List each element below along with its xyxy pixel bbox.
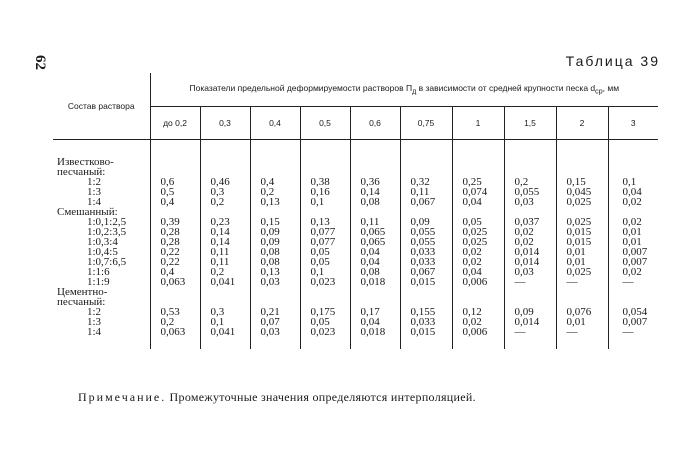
value-cell: 0,067 (400, 197, 452, 207)
value-cell: 0,007 (622, 246, 648, 258)
value-cell: 0,03 (504, 197, 556, 207)
value-cell: 0,01 (556, 247, 608, 257)
value-cell: 0,155 (400, 307, 452, 317)
header-size-0: до 0,2 (150, 107, 200, 140)
value-cell: 0,1 (300, 197, 350, 207)
value-cell: 0,02 (622, 216, 642, 228)
value-cell: 0,11 (350, 217, 400, 227)
value-cell: 0,077 (300, 227, 350, 237)
value-cell: 0,007 (622, 316, 648, 328)
value-cell: 0,38 (300, 177, 350, 187)
value-cell: 0,015 (400, 327, 452, 337)
value-cell: 0,033 (400, 247, 452, 257)
ratio-cell: 1:0,2:3,5 (53, 227, 150, 237)
header-main-end: , мм (602, 82, 620, 93)
header-size-4: 0,6 (350, 107, 400, 140)
value-cell: 0,02 (622, 196, 642, 208)
ratio-cell: 1:3 (53, 187, 150, 197)
value-cell: 0,01 (556, 317, 608, 327)
value-cell: 0,17 (350, 307, 400, 317)
group-name: Известково-песчаный: (53, 157, 150, 177)
value-cell: 0,08 (250, 247, 300, 257)
header-size-7: 1,5 (504, 107, 556, 140)
header-main-sub: д (412, 87, 417, 96)
value-cell: 0,3 (200, 187, 250, 197)
value-cell: 0,067 (400, 267, 452, 277)
value-cell: 0,014 (504, 247, 556, 257)
value-cell: 0,033 (400, 257, 452, 267)
table-row (53, 327, 658, 337)
value-cell: 0,04 (350, 247, 400, 257)
value-cell: 0,15 (556, 177, 608, 187)
value-cell: 0,14 (200, 227, 250, 237)
ratio-cell: 1:2 (53, 307, 150, 317)
value-cell: 0,21 (250, 307, 300, 317)
value-cell: 0,14 (200, 237, 250, 247)
value-cell: 0,09 (250, 237, 300, 247)
value-cell: 0,05 (300, 257, 350, 267)
value-cell: 0,1 (200, 317, 250, 327)
value-cell: 0,065 (350, 227, 400, 237)
page-number: 62 (32, 55, 48, 70)
ratio-cell: 1:2 (53, 177, 150, 187)
value-cell: 0,07 (250, 317, 300, 327)
value-cell: 0,175 (300, 307, 350, 317)
value-cell: 0,055 (504, 187, 556, 197)
value-cell: 0,055 (400, 227, 452, 237)
value-cell: 0,08 (350, 197, 400, 207)
spacer-row (53, 140, 658, 158)
value-cell: 0,03 (250, 277, 300, 287)
value-cell: 0,4 (250, 177, 300, 187)
value-cell: 0,25 (452, 177, 504, 187)
value-cell: 0,08 (350, 267, 400, 277)
ratio-cell: 1:4 (53, 327, 150, 337)
header-main-text: Показатели предельной деформируемости растворов П (189, 82, 413, 93)
group-row (53, 287, 658, 307)
value-cell: 0,02 (452, 247, 504, 257)
value-cell: 0,01 (622, 226, 642, 238)
value-cell: 0,32 (400, 177, 452, 187)
header-main-tail: в зависимости от средней крупности песка d (416, 82, 596, 93)
value-cell: 0,014 (504, 317, 556, 327)
value-cell: 0,2 (150, 317, 200, 327)
header-size-1: 0,3 (200, 107, 250, 140)
value-cell: 0,13 (250, 267, 300, 277)
value-cell: — (504, 327, 556, 337)
note-label: Примечание. (78, 390, 167, 404)
value-cell: 0,4 (150, 267, 200, 277)
ratio-cell: 1:3 (53, 317, 150, 327)
value-cell: 0,02 (504, 227, 556, 237)
value-cell: 0,22 (150, 257, 200, 267)
deformability-table (53, 73, 658, 349)
value-cell: — (556, 327, 608, 337)
value-cell: 0,14 (350, 187, 400, 197)
value-cell: 0,025 (556, 197, 608, 207)
table-body (53, 140, 658, 350)
value-cell: 0,1 (300, 267, 350, 277)
value-cell: 0,05 (300, 317, 350, 327)
value-cell: 0,025 (452, 237, 504, 247)
value-cell: 0,04 (350, 317, 400, 327)
value-cell: — (622, 276, 634, 288)
value-cell: 0,054 (622, 306, 648, 318)
table-row (53, 277, 658, 287)
value-cell: 0,23 (200, 217, 250, 227)
value-cell: 0,36 (350, 177, 400, 187)
value-cell: 0,11 (200, 247, 250, 257)
value-cell: 0,023 (300, 277, 350, 287)
header-size-2: 0,4 (250, 107, 300, 140)
value-cell: 0,46 (200, 177, 250, 187)
header-size-5: 0,75 (400, 107, 452, 140)
group-name: Смешанный: (53, 207, 150, 217)
value-cell: 0,02 (452, 317, 504, 327)
table-title: Таблица 39 (565, 53, 660, 69)
value-cell: 0,063 (150, 327, 200, 337)
header-size-8: 2 (556, 107, 608, 140)
group-name: Цементно-песчаный: (53, 287, 150, 307)
value-cell: 0,041 (200, 327, 250, 337)
value-cell: 0,09 (400, 217, 452, 227)
ratio-cell: 1:0,3:4 (53, 237, 150, 247)
value-cell: 0,006 (452, 327, 504, 337)
value-cell: 0,03 (250, 327, 300, 337)
ratio-cell: 1:4 (53, 197, 150, 207)
value-cell: 0,16 (300, 187, 350, 197)
value-cell: 0,28 (150, 227, 200, 237)
value-cell: 0,08 (250, 257, 300, 267)
value-cell: 0,04 (350, 257, 400, 267)
value-cell: 0,13 (250, 197, 300, 207)
value-cell: 0,28 (150, 237, 200, 247)
value-cell: 0,04 (452, 267, 504, 277)
value-cell: 0,018 (350, 327, 400, 337)
value-cell: — (504, 277, 556, 287)
value-cell: 0,3 (200, 307, 250, 317)
header-composition: Состав раствора (53, 73, 150, 140)
table-row (53, 197, 658, 207)
header-main-sub2: ср (595, 87, 603, 96)
spacer-row (53, 337, 658, 349)
value-cell: 0,023 (300, 327, 350, 337)
ratio-cell: 1:0,7:6,5 (53, 257, 150, 267)
value-cell: 0,6 (150, 177, 200, 187)
value-cell: 0,007 (622, 256, 648, 268)
ratio-cell: 1:0,4:5 (53, 247, 150, 257)
value-cell: 0,2 (504, 177, 556, 187)
value-cell: 0,025 (452, 227, 504, 237)
value-cell: 0,4 (150, 197, 200, 207)
value-cell: 0,05 (452, 217, 504, 227)
value-cell: 0,045 (556, 187, 608, 197)
value-cell: 0,2 (200, 197, 250, 207)
header-size-9: 3 (608, 107, 658, 140)
value-cell: 0,025 (556, 217, 608, 227)
value-cell: 0,006 (452, 277, 504, 287)
ratio-cell: 1:1:6 (53, 267, 150, 277)
value-cell: 0,03 (504, 267, 556, 277)
value-cell: 0,04 (622, 186, 642, 198)
value-cell: 0,05 (300, 247, 350, 257)
value-cell: 0,077 (300, 237, 350, 247)
value-cell: 0,033 (400, 317, 452, 327)
value-cell: 0,025 (556, 267, 608, 277)
value-cell: 0,01 (556, 257, 608, 267)
value-cell: 0,13 (300, 217, 350, 227)
value-cell: 0,2 (200, 267, 250, 277)
ratio-cell: 1:0,1:2,5 (53, 217, 150, 227)
value-cell: 0,074 (452, 187, 504, 197)
value-cell: 0,04 (452, 197, 504, 207)
value-cell: 0,39 (150, 217, 200, 227)
value-cell: 0,037 (504, 217, 556, 227)
value-cell: — (556, 277, 608, 287)
value-cell: 0,02 (504, 237, 556, 247)
value-cell: 0,041 (200, 277, 250, 287)
group-row (53, 157, 658, 177)
value-cell: 0,09 (504, 307, 556, 317)
value-cell: 0,15 (250, 217, 300, 227)
value-cell: 0,5 (150, 187, 200, 197)
value-cell: 0,076 (556, 307, 608, 317)
value-cell: 0,055 (400, 237, 452, 247)
value-cell: 0,02 (622, 266, 642, 278)
value-cell: 0,015 (400, 277, 452, 287)
value-cell: 0,11 (400, 187, 452, 197)
header-size-6: 1 (452, 107, 504, 140)
value-cell: 0,09 (250, 227, 300, 237)
note (78, 390, 476, 405)
header-main (150, 73, 658, 107)
value-cell: 0,014 (504, 257, 556, 267)
value-cell: 0,12 (452, 307, 504, 317)
value-cell: 0,065 (350, 237, 400, 247)
header-size-3: 0,5 (300, 107, 350, 140)
value-cell: 0,018 (350, 277, 400, 287)
value-cell: 0,015 (556, 237, 608, 247)
value-cell: 0,015 (556, 227, 608, 237)
note-text: Промежуточные значения определяются интерполяцией. (166, 390, 476, 404)
value-cell: 0,01 (622, 236, 642, 248)
value-cell: 0,22 (150, 247, 200, 257)
value-cell: 0,2 (250, 187, 300, 197)
value-cell: — (622, 326, 634, 338)
ratio-cell: 1:1:9 (53, 277, 150, 287)
value-cell: 0,1 (622, 176, 637, 188)
value-cell: 0,063 (150, 277, 200, 287)
value-cell: 0,02 (452, 257, 504, 267)
value-cell: 0,11 (200, 257, 250, 267)
value-cell: 0,53 (150, 307, 200, 317)
